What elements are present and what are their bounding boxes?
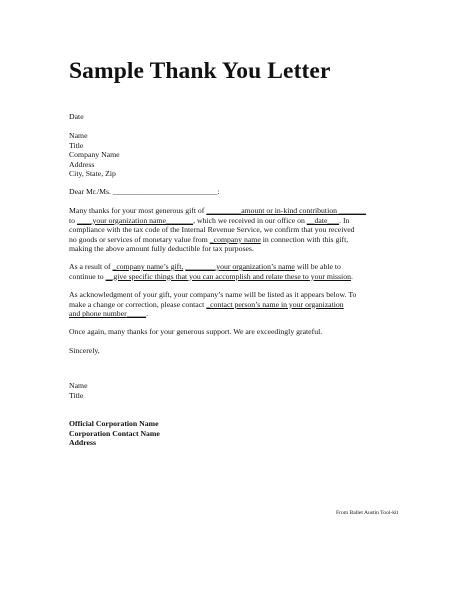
p4-text: Once again, many thanks for your generous support. We are exceedingly grateful. bbox=[69, 327, 323, 336]
page-title: Sample Thank You Letter bbox=[69, 58, 331, 84]
p2-text: As a result of bbox=[69, 262, 113, 271]
p2-text: continue to bbox=[69, 271, 106, 281]
p3-text: As acknowledgment of your gift, your company’s name will be listed as it appears below. To bbox=[69, 290, 357, 299]
p2-text: will be able to bbox=[294, 262, 341, 271]
date-text: Date bbox=[69, 112, 84, 121]
salutation-blank: ___________________________ bbox=[112, 187, 218, 196]
p2-text: . bbox=[350, 271, 353, 281]
p1-text: in connection with this gift, bbox=[260, 234, 349, 244]
official-corporation-name: Official Corporation Name bbox=[69, 419, 159, 428]
corporate-address: Address bbox=[69, 438, 96, 448]
company-gift-field: _company name’s gift, bbox=[112, 262, 184, 271]
p3-text: make a change or correction, please contact bbox=[69, 299, 207, 309]
paragraph-3 bbox=[69, 290, 356, 319]
recipient-name: Name bbox=[69, 131, 88, 140]
recipient-address bbox=[69, 131, 120, 179]
salutation-suffix: : bbox=[217, 187, 220, 196]
corporate-block bbox=[69, 419, 160, 448]
signer-name: Name bbox=[69, 381, 88, 390]
p1-text: making the above amount fully deductible for tax purposes. bbox=[69, 244, 254, 254]
salutation-prefix: Dear Mr./Ms. bbox=[69, 187, 111, 196]
contact-person-field: _contact person’s name in your organization bbox=[206, 299, 344, 309]
p1-text: , which we received in our office on bbox=[193, 215, 307, 225]
corporation-contact-name: Corporation Contact Name bbox=[69, 428, 160, 438]
mission-field: __give specific things that you can accomplish and relate these to your mission bbox=[105, 271, 351, 281]
company-name-field: _company name bbox=[209, 234, 261, 244]
amount-field: _________amount or in-kind contribution _______ bbox=[206, 206, 367, 215]
salutation bbox=[69, 187, 220, 197]
recipient-title: Title bbox=[69, 140, 84, 150]
phone-number-field: and phone number bbox=[69, 309, 127, 319]
closing bbox=[69, 346, 100, 356]
recipient-city-state-zip: City, State, Zip bbox=[69, 169, 116, 179]
phone-number-blank: _____ bbox=[126, 309, 147, 319]
date-field: __date___ bbox=[306, 215, 340, 225]
paragraph-4 bbox=[69, 327, 322, 337]
paragraph-1 bbox=[69, 206, 366, 254]
p1-text: no goods or services of monetary value from bbox=[69, 234, 210, 244]
paragraph-2 bbox=[69, 262, 353, 281]
signature-block bbox=[69, 381, 88, 400]
recipient-company: Company Name bbox=[69, 150, 120, 160]
p1-text: to bbox=[69, 215, 77, 225]
signer-title: Title bbox=[69, 390, 84, 400]
date-line bbox=[69, 112, 84, 122]
p1-text: compliance with the tax code of the Internal Revenue Service, we confirm that you received bbox=[69, 225, 355, 235]
closing-text: Sincerely, bbox=[69, 346, 100, 355]
source-footer: From Ballet Austin Tool-kit bbox=[336, 510, 399, 516]
organization-name-field: ____your organization name_______ bbox=[76, 215, 194, 225]
recipient-street: Address bbox=[69, 159, 95, 169]
p3-text: . bbox=[146, 309, 148, 319]
p1-text: . In bbox=[339, 215, 350, 225]
p1-text: Many thanks for your most generous gift of bbox=[69, 206, 207, 215]
organization-name-field: ________your organization’s name bbox=[185, 262, 295, 271]
